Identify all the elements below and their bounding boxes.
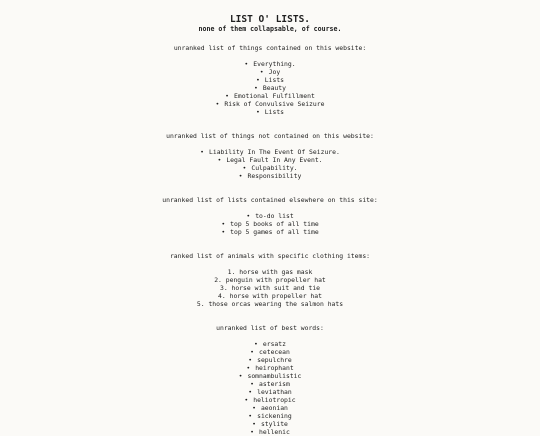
unranked-list bbox=[0, 340, 540, 436]
page-subtitle: none of them collapsable, of course. bbox=[198, 25, 342, 33]
list-item-text: heirophant bbox=[255, 364, 294, 372]
list-item-text: horse with suit and tie bbox=[231, 284, 321, 292]
page-title: LIST O' LISTS. bbox=[229, 14, 311, 25]
list-item bbox=[0, 348, 540, 356]
bullet-icon: • bbox=[250, 428, 255, 436]
list-item-text: Risk of Convulsive Seizure bbox=[224, 100, 325, 108]
list-item-text: to-do list bbox=[255, 212, 294, 220]
bullet-icon: • bbox=[221, 220, 226, 228]
list-item-text: asterism bbox=[259, 380, 290, 388]
list-item-text: somnambulistic bbox=[247, 372, 302, 380]
list-item-text: leviathan bbox=[257, 388, 292, 396]
list-item bbox=[0, 228, 540, 236]
ranked-list bbox=[0, 268, 540, 308]
list-item bbox=[0, 340, 540, 348]
bullet-icon: • bbox=[242, 164, 247, 172]
list-item bbox=[0, 380, 540, 388]
list-item-text: Responsibility bbox=[247, 172, 302, 180]
list-item-text: Lists bbox=[264, 108, 285, 116]
bullet-icon: • bbox=[254, 84, 258, 92]
bullet-icon: • bbox=[250, 348, 255, 356]
list-item-number: 4. bbox=[218, 292, 230, 300]
list-item bbox=[0, 68, 540, 76]
list-item-text: Beauty bbox=[262, 84, 286, 92]
list-item-text: cetecean bbox=[259, 348, 290, 356]
list-item bbox=[0, 100, 540, 108]
list-item-text: Legal Fault In Any Event. bbox=[226, 156, 323, 164]
list-item bbox=[0, 108, 540, 116]
bullet-icon: • bbox=[250, 380, 255, 388]
list-item bbox=[0, 292, 540, 300]
section-heading: unranked list of best words: bbox=[216, 324, 324, 332]
bullet-icon: • bbox=[254, 340, 258, 348]
list-item bbox=[0, 60, 540, 68]
bullet-icon: • bbox=[217, 156, 222, 164]
list-item-text: horse with gas mask bbox=[239, 268, 313, 276]
list-item-text: Lists bbox=[264, 76, 285, 84]
bullet-icon: • bbox=[255, 108, 260, 116]
list-item bbox=[0, 76, 540, 84]
list-item bbox=[0, 164, 540, 172]
list-item bbox=[0, 276, 540, 284]
section-heading: unranked list of lists contained elsewhere on this site: bbox=[162, 196, 378, 204]
bullet-icon: • bbox=[215, 100, 220, 108]
bullet-icon: • bbox=[225, 92, 230, 100]
unranked-list bbox=[0, 148, 540, 180]
bullet-icon: • bbox=[244, 396, 249, 404]
bullet-icon: • bbox=[248, 412, 253, 420]
list-item bbox=[0, 404, 540, 412]
list-item-text: sickening bbox=[257, 412, 292, 420]
bullet-icon: • bbox=[238, 372, 243, 380]
list-item bbox=[0, 284, 540, 292]
bullet-icon: • bbox=[259, 68, 264, 76]
list-item-text: top 5 books of all time bbox=[230, 220, 319, 228]
list-item bbox=[0, 412, 540, 420]
list-item bbox=[0, 84, 540, 92]
list-item bbox=[0, 268, 540, 276]
list-item-number: 5. bbox=[196, 300, 209, 308]
list-item bbox=[0, 220, 540, 228]
section-heading: unranked list of things contained on this website: bbox=[173, 44, 367, 52]
list-item-text: heliotropic bbox=[253, 396, 296, 404]
list-item-text: those orcas wearing the salmon hats bbox=[208, 300, 344, 308]
list-item bbox=[0, 420, 540, 428]
bullet-icon: • bbox=[252, 420, 256, 428]
list-item bbox=[0, 156, 540, 164]
lists-container bbox=[0, 44, 540, 436]
list-item-number: 3. bbox=[219, 284, 232, 292]
list-item-text: Emotional Fulfillment bbox=[234, 92, 315, 100]
list-item bbox=[0, 364, 540, 372]
bullet-icon: • bbox=[246, 364, 251, 372]
bullet-icon: • bbox=[244, 60, 249, 68]
list-item-text: horse with propeller hat bbox=[229, 292, 322, 300]
list-item-text: Joy bbox=[268, 68, 281, 76]
list-item bbox=[0, 148, 540, 156]
unranked-list bbox=[0, 60, 540, 116]
list-item bbox=[0, 212, 540, 220]
bullet-icon: • bbox=[248, 388, 253, 396]
list-item-text: stylite bbox=[260, 420, 288, 428]
bullet-icon: • bbox=[200, 148, 205, 156]
list-item bbox=[0, 372, 540, 380]
list-item-text: hellenic bbox=[259, 428, 290, 436]
bullet-icon: • bbox=[238, 172, 243, 180]
list-item-text: ersatz bbox=[262, 340, 286, 348]
bullet-icon: • bbox=[246, 212, 251, 220]
list-item-text: sepulchre bbox=[257, 356, 292, 364]
list-item-text: Everything. bbox=[253, 60, 296, 68]
list-item bbox=[0, 172, 540, 180]
list-item-text: Liability In The Event Of Seizure. bbox=[209, 148, 340, 156]
list-item bbox=[0, 300, 540, 308]
section-heading: unranked list of things not contained on this website: bbox=[166, 132, 374, 140]
list-item-text: penguin with propeller hat bbox=[225, 276, 326, 284]
list-item-text: Culpability. bbox=[251, 164, 298, 172]
list-item-text: aeonian bbox=[260, 404, 288, 412]
bullet-icon: • bbox=[252, 404, 256, 412]
list-item bbox=[0, 396, 540, 404]
list-item-number: 1. bbox=[227, 268, 240, 276]
list-item-text: top 5 games of all time bbox=[230, 228, 319, 236]
list-item-number: 2. bbox=[214, 276, 226, 284]
bullet-icon: • bbox=[221, 228, 226, 236]
unranked-list bbox=[0, 212, 540, 236]
list-item bbox=[0, 388, 540, 396]
list-item bbox=[0, 428, 540, 436]
list-item bbox=[0, 92, 540, 100]
list-item bbox=[0, 356, 540, 364]
bullet-icon: • bbox=[255, 76, 260, 84]
bullet-icon: • bbox=[248, 356, 253, 364]
section-heading: ranked list of animals with specific clothing items: bbox=[169, 252, 371, 260]
